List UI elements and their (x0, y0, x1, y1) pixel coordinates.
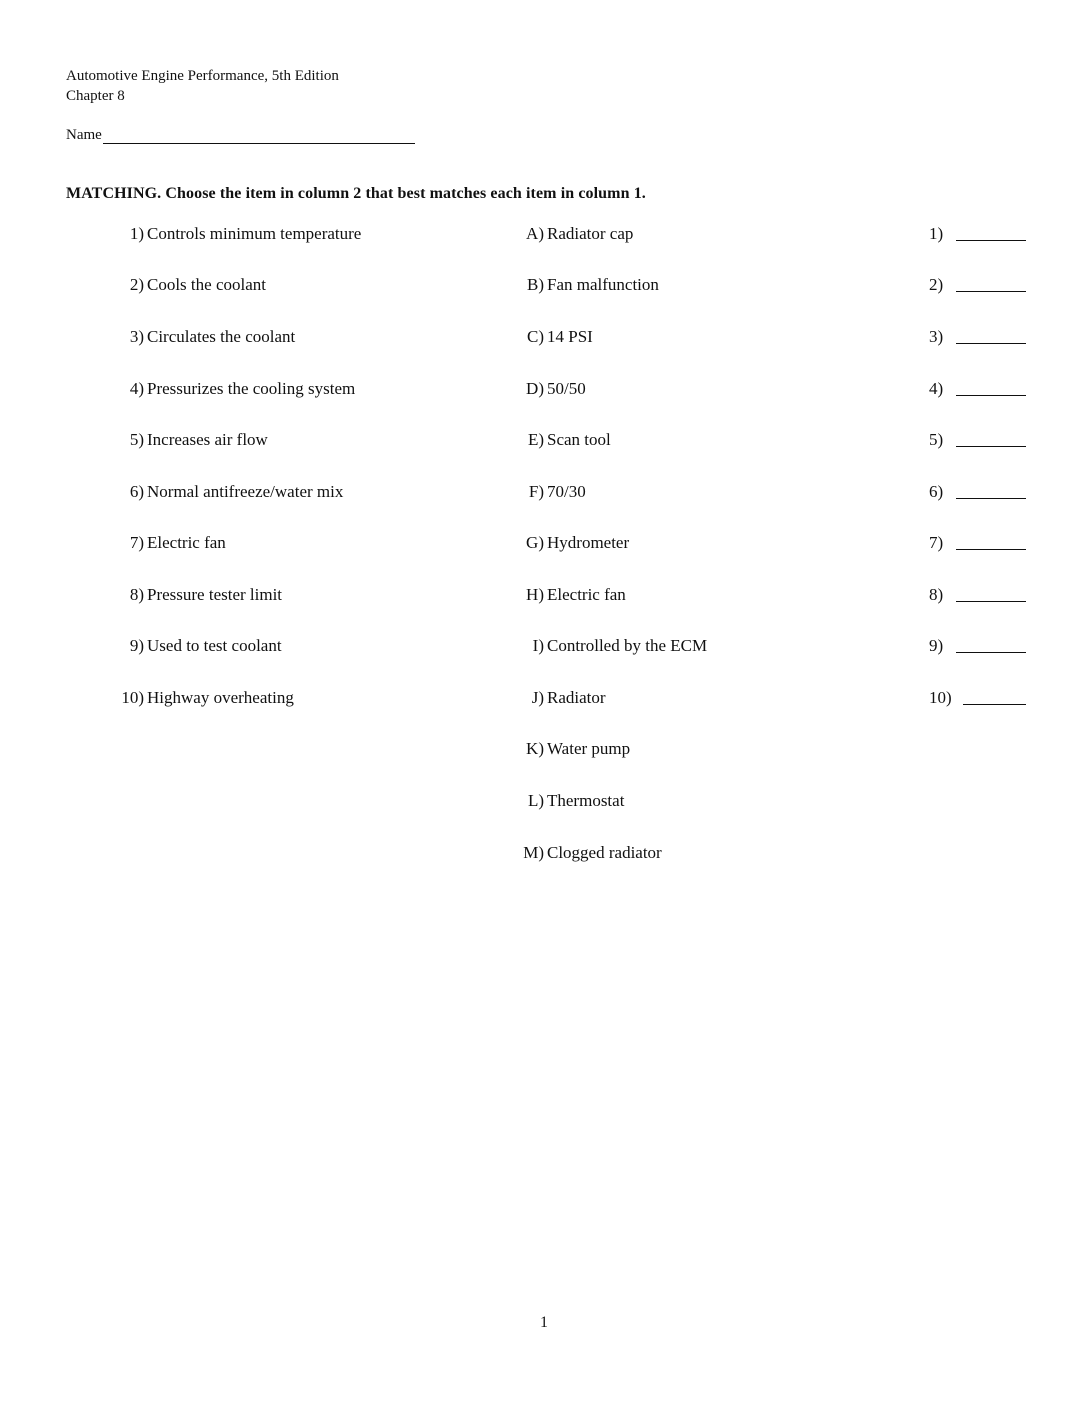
column2-item: Scan tool (547, 430, 611, 449)
column2-letter: B) (527, 275, 544, 294)
column2-item: Clogged radiator (547, 843, 662, 862)
answer-number: 8) (929, 585, 944, 604)
answer-blank[interactable] (956, 240, 1026, 241)
column2-item: Controlled by the ECM (547, 636, 708, 655)
matching-row (0, 736, 1088, 762)
column2-letter: F) (528, 482, 544, 501)
matching-row (0, 324, 1088, 350)
column1-item: Highway overheating (147, 688, 294, 707)
name-label: Name (66, 127, 102, 143)
answer-number: 5) (929, 430, 944, 449)
column2-item: 14 PSI (547, 327, 593, 346)
column1-item: Controls minimum temperature (147, 224, 362, 243)
matching-row (0, 479, 1088, 505)
column2-item: Hydrometer (547, 533, 630, 552)
column2-item: Thermostat (547, 791, 625, 810)
column2-letter: A) (526, 224, 544, 243)
book-title: Automotive Engine Performance, 5th Edition (66, 68, 339, 84)
instructions: MATCHING. Choose the item in column 2 that best matches each item in column 1. (66, 185, 646, 202)
answer-blank[interactable] (956, 652, 1026, 653)
column1-item: Increases air flow (147, 430, 268, 449)
matching-row (0, 633, 1088, 659)
column2-letter: D) (526, 379, 544, 398)
answer-number: 3) (929, 327, 944, 346)
column1-item: Cools the coolant (147, 275, 266, 294)
matching-row (0, 685, 1088, 711)
column1-number: 5) (129, 430, 144, 449)
column1-item: Circulates the coolant (147, 327, 296, 346)
column1-number: 6) (129, 482, 144, 501)
answer-number: 4) (929, 379, 944, 398)
answer-blank[interactable] (956, 291, 1026, 292)
column1-number: 4) (129, 379, 144, 398)
answer-number: 6) (929, 482, 944, 501)
matching-row (0, 582, 1088, 608)
matching-row (0, 788, 1088, 814)
matching-row (0, 530, 1088, 556)
chapter-label: Chapter 8 (66, 88, 125, 104)
column1-item: Pressurizes the cooling system (147, 379, 356, 398)
column1-item: Used to test coolant (147, 636, 282, 655)
matching-row (0, 427, 1088, 453)
answer-number: 1) (929, 224, 944, 243)
column2-item: 50/50 (547, 379, 586, 398)
column1-number: 9) (129, 636, 144, 655)
column2-item: Radiator cap (547, 224, 634, 243)
column2-letter: K) (526, 739, 544, 758)
answer-blank[interactable] (956, 343, 1026, 344)
column2-item: Water pump (547, 739, 631, 758)
column2-letter: H) (526, 585, 544, 604)
column1-number: 2) (129, 275, 144, 294)
answer-blank[interactable] (956, 601, 1026, 602)
name-blank-line[interactable] (103, 125, 415, 144)
column2-letter: G) (526, 533, 544, 552)
column2-item: Radiator (547, 688, 606, 707)
column1-item: Pressure tester limit (147, 585, 283, 604)
column1-item: Normal antifreeze/water mix (147, 482, 344, 501)
matching-row (0, 221, 1088, 247)
answer-blank[interactable] (956, 395, 1026, 396)
answer-blank[interactable] (956, 446, 1026, 447)
column2-letter: I) (532, 636, 544, 655)
column2-letter: L) (527, 791, 544, 810)
column2-item: Fan malfunction (547, 275, 659, 294)
matching-row (0, 840, 1088, 866)
column1-number: 10) (121, 688, 144, 707)
name-field-row (66, 125, 415, 144)
page-number: 1 (540, 1314, 548, 1331)
column2-letter: M) (523, 843, 544, 862)
column1-number: 1) (129, 224, 144, 243)
matching-row (0, 272, 1088, 298)
column2-letter: C) (527, 327, 544, 346)
matching-row (0, 376, 1088, 402)
answer-number: 2) (929, 275, 944, 294)
answer-blank[interactable] (963, 704, 1026, 705)
answer-blank[interactable] (956, 549, 1026, 550)
column1-number: 7) (129, 533, 144, 552)
column1-item: Electric fan (147, 533, 226, 552)
column2-letter: J) (531, 688, 544, 707)
column2-item: Electric fan (547, 585, 626, 604)
answer-number: 7) (929, 533, 944, 552)
answer-number: 10) (929, 688, 952, 707)
answer-number: 9) (929, 636, 944, 655)
answer-blank[interactable] (956, 498, 1026, 499)
document-header (66, 66, 339, 106)
column2-letter: E) (527, 430, 544, 449)
column2-item: 70/30 (547, 482, 586, 501)
column1-number: 8) (129, 585, 144, 604)
column1-number: 3) (129, 327, 144, 346)
